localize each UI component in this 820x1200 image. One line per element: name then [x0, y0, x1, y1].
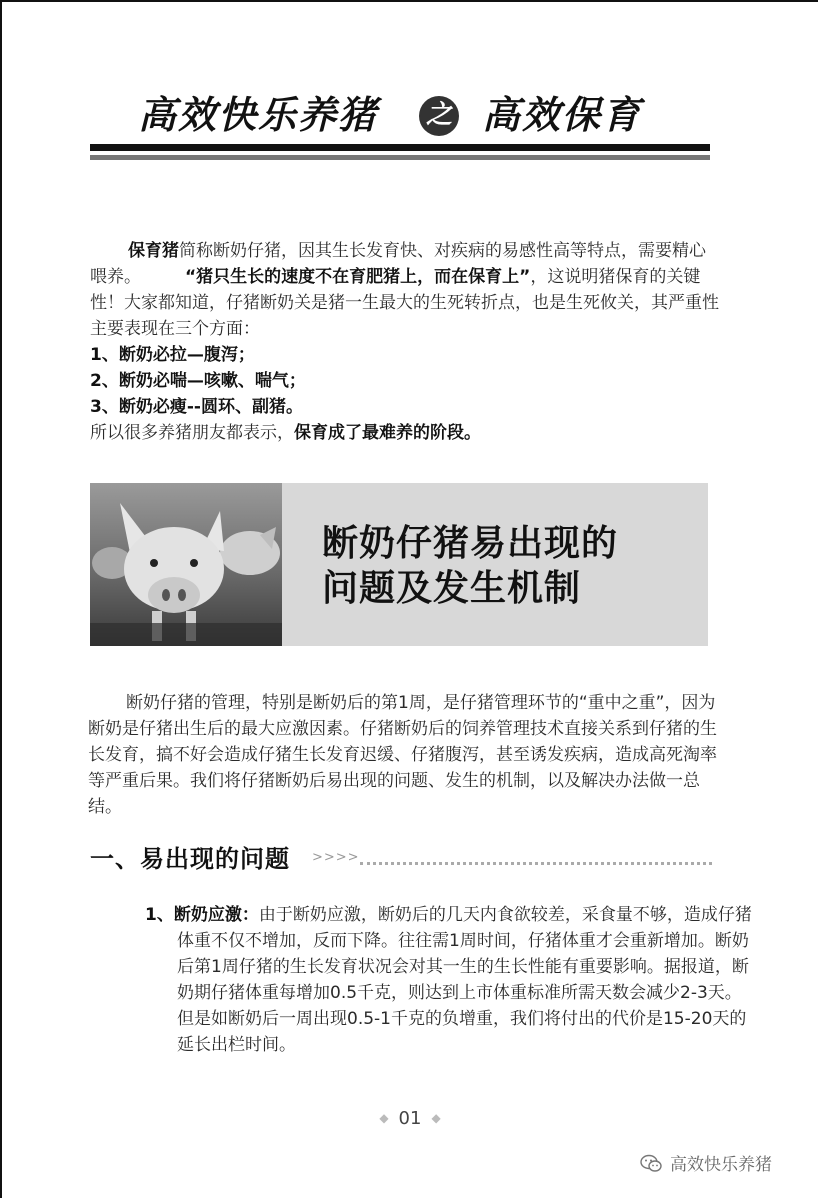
watermark-text: 高效快乐养猪: [670, 1155, 772, 1175]
intro-text-1: 简称断奶仔猪，因其生长发育快、对疾病的易感性高等特点，需要精心喂养。: [90, 241, 706, 287]
banner-title-line-2: 问题及发生机制: [322, 568, 582, 609]
banner-title-line-1: 断奶仔猪易出现的: [322, 523, 619, 564]
banner-title: [322, 521, 702, 611]
intro-text-2: ，这说明猪保育的关键性！大家都知道，仔猪断奶关是猪一生最大的生死转折点，也是生死攸关，其严重性主要表现在三个方面：: [90, 267, 719, 339]
intro-quote: “猪只生长的速度不在育肥猪上，而在保育上”: [185, 267, 531, 287]
header-rule-thin: [90, 155, 710, 160]
header-connector-badge: 之: [419, 96, 459, 136]
intro-conclusion: [90, 420, 720, 446]
page-number-value: 01: [398, 1108, 422, 1129]
intro-term: 保育猪: [128, 241, 179, 261]
header-title-right: 高效保育: [482, 92, 643, 137]
page-number: [0, 1108, 820, 1129]
section-title: 一、易出现的问题: [90, 845, 290, 873]
section-banner: [90, 483, 708, 646]
diamond-icon: ◆: [431, 1111, 441, 1125]
item-label: 1、断奶应激：: [145, 905, 259, 925]
header-title-left: 高效快乐养猪: [138, 92, 379, 137]
list-item: [145, 902, 752, 1058]
item-text: 由于断奶应激，断奶后的几天内食欲较差，采食量不够，造成仔猪体重不仅不增加，反而下降。往往需1周时间，仔猪体重才会重新增加。断奶后第1周仔猪的生长发育状况会对其一生的生长性能有重要影响。据报道，断奶期仔猪体重每增加0.5千克，则达到上市体重标准所需天数会减少2-3天。但是如断奶后一周出现0.5-1千克的负增重，我们将付出的代价是15-20天的延长出栏时间。: [177, 905, 752, 1055]
intro-conclusion-bold: 保育成了最难养的阶段。: [294, 423, 481, 443]
section-arrows-icon: >>>>: [312, 850, 360, 865]
intro-paragraph: [90, 238, 720, 342]
intro-list-item-1: 1、断奶必拉—腹泻；: [90, 345, 255, 365]
intro-list-item-3: 3、断奶必瘦--圆环、副猪。: [90, 397, 303, 417]
piglet-photo: [90, 483, 282, 646]
section-dotted-rule: [360, 862, 712, 865]
intro-list-item-2: 2、断奶必喘—咳嗽、喘气；: [90, 371, 306, 391]
body-paragraph: 断奶仔猪的管理，特别是断奶后的第1周，是仔猪管理环节的“重中之重”，因为断奶是仔猪出生后的最大应激因素。仔猪断奶后的饲养管理技术直接关系到仔猪的生长发育，搞不好会造成仔猪生长发育迟缓、仔猪腹泻，甚至诱发疾病，造成高死淘率等严重后果。我们将仔猪断奶后易出现的问题、发生的机制，以及解决办法做一总结。: [88, 693, 717, 817]
header-rule-thick: [90, 144, 710, 151]
intro-block: [90, 238, 720, 446]
section-heading: [90, 842, 712, 878]
diamond-icon: ◆: [379, 1111, 389, 1125]
intro-conclusion-text: 所以很多养猪朋友都表示，: [90, 423, 294, 443]
page-header: [90, 86, 710, 162]
watermark: [640, 1153, 772, 1177]
wechat-icon: [640, 1154, 662, 1181]
